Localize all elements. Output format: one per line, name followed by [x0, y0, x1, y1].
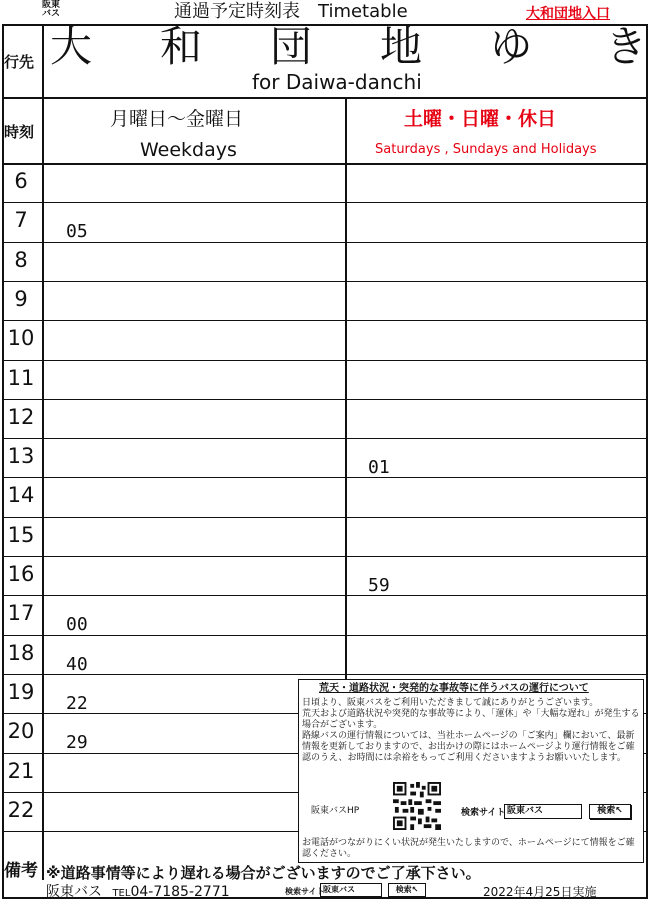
notice-title: 荒天・道路状況・突発的な事故等に伴うバスの運行について	[319, 683, 589, 694]
footer-search-button-label: 検索	[395, 885, 412, 894]
hour-cell: 7	[14, 208, 28, 232]
weekdays-header-en: Weekdays	[140, 139, 237, 161]
holiday-minutes: 59	[368, 575, 390, 596]
footer-contact	[46, 881, 230, 901]
hour-cell: 13	[7, 444, 35, 468]
notice-paragraph: 日頃より、阪東バスをご利用いただきまして誠にありがとうございます。	[302, 698, 599, 708]
weekday-minutes: 29	[66, 732, 88, 753]
hour-cell: 6	[14, 169, 28, 193]
hour-cell: 16	[7, 562, 35, 586]
service-notice	[298, 679, 644, 863]
cursor-icon: ↖	[615, 806, 623, 816]
footer-search-input[interactable]: 阪東バス	[320, 883, 382, 897]
destination-char: 団	[270, 22, 313, 71]
search-input[interactable]: 阪東バス	[504, 804, 582, 819]
destination-char: 地	[380, 22, 423, 71]
notice-paragraph: 荒天および道路状況や突発的な事故等により、「運休」や「大幅な遅れ」が発生する場合がございます。	[302, 709, 640, 730]
destination-char: き	[605, 22, 648, 71]
search-site-label: 検索サイト	[461, 808, 506, 818]
footer-search-label: 検索サイト	[285, 887, 325, 896]
hour-cell: 8	[14, 248, 28, 272]
weekday-minutes: 40	[66, 654, 88, 675]
qr-code-icon[interactable]	[392, 782, 442, 830]
destination-char: 大	[50, 22, 93, 71]
notice-paragraph: 路線バスの運行情報については、当社ホームページの「ご案内」欄において、最新情報を更新しておりますので、お出かけの際にはホームページより運行情報をご確認のうえ、お時間には余裕をもってご利用くださいますようお願いいたします。	[302, 731, 635, 763]
hour-cell: 20	[7, 719, 35, 743]
footer-search-button[interactable]	[388, 883, 426, 897]
weekdays-header-jp: 月曜日～金曜日	[110, 108, 244, 130]
hour-cell: 11	[7, 366, 35, 390]
holidays-header-en: Saturdays , Sundays and Holidays	[375, 142, 597, 157]
destination-char: ゆ	[490, 22, 533, 71]
hour-cell: 15	[7, 523, 35, 547]
destination-english: for Daiwa-danchi	[252, 70, 422, 94]
effective-date: 2022年4月25日実施	[483, 885, 597, 899]
destination-label: 行先	[4, 53, 35, 71]
destination-char: 和	[160, 22, 203, 71]
homepage-label: 阪東バスHP	[311, 806, 360, 816]
cursor-icon: ↖	[411, 885, 419, 894]
page-title: 通過予定時刻表 Timetable	[174, 1, 408, 22]
hour-cell: 9	[14, 287, 28, 311]
hour-column-label: 時刻	[4, 123, 35, 141]
footer-company: 阪東バス	[46, 884, 102, 900]
tel-label: TEL	[112, 888, 131, 899]
search-button[interactable]	[589, 804, 631, 819]
notice-body	[302, 698, 642, 764]
holiday-minutes: 01	[368, 457, 390, 478]
hour-cell: 14	[7, 483, 35, 507]
notice-footer: お電話がつながりにくい状況が発生いたしますので、ホームページにて情報をご確認ください。	[302, 838, 635, 859]
weekday-minutes: 05	[66, 221, 88, 242]
hour-cell: 21	[7, 759, 35, 783]
search-button-label: 検索	[597, 806, 616, 816]
weekday-minutes: 22	[66, 693, 88, 714]
phone-number[interactable]: 04-7185-2771	[130, 884, 230, 900]
holidays-header-jp: 土曜・日曜・休日	[404, 108, 557, 130]
company-logo: 阪東 バス	[42, 0, 61, 19]
remarks-label: 備考	[4, 861, 38, 881]
hour-cell: 12	[7, 405, 35, 429]
hour-cell: 17	[7, 601, 35, 625]
hour-cell: 22	[7, 798, 35, 822]
hour-cell: 10	[7, 326, 35, 350]
hour-cell: 19	[7, 680, 35, 704]
weekday-minutes: 00	[66, 614, 88, 635]
remarks-text: ※道路事情等により遅れる場合がございますのでご了承下さい。	[46, 864, 481, 882]
stop-name: 大和団地入口	[526, 6, 610, 22]
hour-cell: 18	[7, 641, 35, 665]
